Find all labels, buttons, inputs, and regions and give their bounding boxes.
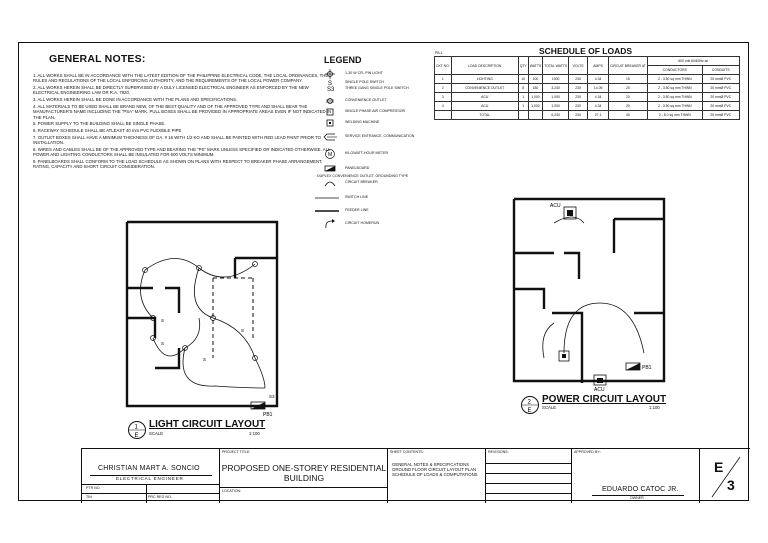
schedule-cell: 40 [609,111,648,120]
schedule-cell: 15 [609,75,648,84]
schedule-cell [518,111,528,120]
engineer-name: CHRISTIAN MART A. SONCIO [98,465,200,472]
schedule-header-cell: CONDUITS [702,66,739,75]
sheet-contents-cell [387,449,485,503]
schedule-cell: 20 mmØ PVC [702,75,739,84]
revisions-cell [485,449,571,503]
schedule-cell: 230 [569,111,588,120]
schedule-cell: 3 [435,93,452,102]
schedule-cell: TOTAL [451,111,518,120]
schedule-cell: 230 [569,102,588,111]
legend-label: CONVENIENCE OUTLET [345,98,387,102]
schedule-header-cell: CKT NO. [435,57,452,75]
svg-text:M: M [328,152,333,158]
sheet-number-icon [700,449,751,503]
sheet-contents-line: GROUND FLOOR CIRCUIT LAYOUT PLAN [392,467,477,472]
schedule-cell: 14.09 [588,84,609,93]
legend-label: SINGLE PHASE AIR COMPRESSOR [345,109,406,113]
panel-tag: PB1 [263,412,273,418]
schedule-cell: 2 - 3.50 sq mm THWN [647,93,702,102]
svg-text:S: S [328,81,333,87]
legend-label: PANELBOARD [345,166,370,170]
schedule-header-cell: CIRCUIT BREAKER AT [609,57,648,75]
light-plan-scale-label: SCALE [149,431,164,436]
drawing-marker-icon [127,420,147,440]
tin-label: TIN [86,495,92,499]
marker-sheet: E [134,433,139,439]
schedule-cell: 2 - 8.0 sq mm THWN [647,111,702,120]
note-item: 9. PANELBOARDS SHALL CONFORM TO THE LOAD SCHEDULE AS SHOWN ON PLANS WITH RESPECT TO BREAKER PHASE ARRANGEMENT, RATING, CAPACITY AND SHORT CIRCUIT CONSIDERATION. [33,159,323,170]
schedule-cell: 20 mmØ PVC [702,102,739,111]
schedule-cell: 4.34 [588,75,609,84]
schedule-row [435,111,740,120]
schedule-header-row [435,57,740,66]
schedule-cell: 3,240 [543,84,569,93]
sheet-number-cell [699,449,750,503]
legend-label: DUPLEX CONVENIENCE OUTLET, GROUNDING TYPE [317,174,409,178]
schedule-cell: 1,000 [528,93,543,102]
note-item: 1. ALL WORKS SHALL BE IN ACCORDANCE WITH THE LATEST EDITION OF THE PHILIPPINE ELECTRICAL CODE, THE LOCAL ORDINANCES, THE RULES AND REGULATIONS OF THE LOCAL ENFORCING AUTHORITY, AND THE REQUIREMENTS OF THE LOCAL POWER COMPANY. [33,73,329,84]
panel-label: PB-1 [435,51,443,55]
legend-label: KILOWATT-HOUR METER [345,151,389,155]
engineer-role: ELECTRICAL ENGINEER [116,476,184,481]
feeder-line-icon [315,206,339,216]
schedule-cell: 1 [518,93,528,102]
schedule-header-cell: CONDUCTORS [647,66,702,75]
schedule-cell: 4.34 [588,93,609,102]
welding-machine-icon [323,118,337,128]
general-notes-title: GENERAL NOTES: [49,53,146,65]
schedule-cell: 2 - 3.50 sq mm THWN [647,102,702,111]
schedule-row [435,75,740,84]
legend-label: FEEDER LINE [345,208,369,212]
schedule-row [435,84,740,93]
switch-label: S3 [269,394,275,399]
project-title-cell [219,449,387,503]
title-block [81,448,750,503]
sheet-contents-line: SCHEDULE OF LOADS & COMPUTATIONS [392,472,478,477]
switch-label: S [203,357,207,362]
sheet-number: 3 [727,477,735,493]
legend-label: 1-30 W CFL PIN LIGHT [345,71,383,75]
schedule-cell: 180 [528,84,543,93]
legend-label: CIRCUIT BREAKER [345,180,378,184]
switch-line-icon [315,193,339,203]
schedule-cell: LIGHTING [451,75,518,84]
light-plan-scale: 1:100 [249,431,260,436]
power-circuit-plan [504,193,669,393]
schedule-cell: ACU [451,93,518,102]
schedule-cell: 4 [435,102,452,111]
note-item: 8. WIRES AND CABLES SHALL BE OF THE APPROVED TYPE AND BEARING THE "PS" MARK UNLESS SPECIFIED OR INDICATED OTHERWISE. ALL POWER AND LIGHTING CONDUCTORS SHALL BE INSULATED FOR 600 VOLTS MINIMUM. [33,147,331,158]
legend-row [319,149,459,159]
circuit-homerun-icon [323,219,337,229]
schedule-cell: 2 - 3.50 sq mm THWN [647,84,702,93]
legend-label: WELDING MACHINE [345,120,380,124]
legend-row [319,206,459,216]
acu-label: ACU [550,203,561,209]
schedule-cell: 8 [518,84,528,93]
legend-row [319,132,459,142]
schedule-title: SCHEDULE OF LOADS [539,46,633,56]
convenience-outlet-icon [323,96,337,106]
switch-label: S [161,318,165,323]
schedule-header-cell: LOAD DESCRIPTION [451,57,518,75]
general-notes-list [33,73,333,171]
schedule-cell: ACU [451,102,518,111]
schedule-cell: 20 [609,84,648,93]
owner-role: OWNER [630,496,644,500]
three-gang-switch-icon [323,84,337,94]
legend-row [319,193,459,203]
schedule-cell: 1,000 [528,102,543,111]
engineer-cell [81,449,219,503]
air-compressor-icon [323,107,337,117]
note-item: 5. POWER SUPPLY TO THE BUILDING SHALL BE SINGLE PHASE. [33,121,166,127]
note-item: 6. RACEWAY SCHEDULE SHALL BE ATLEAST 40 mm PVC FLEXIBLE PIPE [33,128,182,134]
project-title: PROPOSED ONE-STOREY RESIDENTIAL BUILDING [221,463,387,483]
schedule-cell: 4.34 [588,102,609,111]
drawing-sheet [18,42,749,501]
prc-label: PRC REG NO. [148,495,172,499]
legend-label: SINGLE POLE SWITCH [345,80,384,84]
service-entrance-icon [323,132,337,142]
project-title-label: PROJECT TITLE: [222,450,251,454]
legend-label: SWITCH LINE [345,195,369,199]
power-plan-title: POWER CIRCUIT LAYOUT [542,394,667,405]
schedule-cell: 20 [609,102,648,111]
svg-text:S3: S3 [327,87,335,93]
schedule-header-cell: VOLTS [569,57,588,75]
schedule-cell: 25 mmØ PVC [702,111,739,120]
schedule-header-cell: TOTAL WATTS [543,57,569,75]
switch-label: S [241,328,245,333]
schedule-header-cell: AMPS [588,57,609,75]
schedule-cell: 100 [528,75,543,84]
panel-tag: PB1 [642,365,652,371]
schedule-cell [528,111,543,120]
schedule-cell: 27.1 [588,111,609,120]
schedule-cell: 230 [569,84,588,93]
marker-number: 1 [134,424,138,431]
schedule-cell: 2 [435,84,452,93]
ptr-label: PTR NO. [86,486,101,490]
schedule-cell: 6,240 [543,111,569,120]
legend-title: LEGEND [324,55,362,65]
schedule-cell: 20 [609,93,648,102]
sheet-contents-label: SHEET CONTENTS: [390,450,424,454]
light-circuit-plan [115,218,285,418]
legend-label: SERVICE ENTRANCE, COMMUNICATION [345,134,415,138]
marker-number: 2 [527,399,531,406]
legend-row [319,178,459,188]
schedule-cell: 20 mmØ PVC [702,93,739,102]
note-item: 7. OUTLET BOXES SHALL HAVE A MINIMUM THICKNESS OF GA. # 16 WITH 1/2 KO AND SHALL BE PAINTED WITH RED LEAD PAINT PRIOR TO INSTALLATION. [33,134,321,146]
legend-label: THREE GANG SINGLE POLE SWITCH [345,86,409,90]
note-item: 4. ALL MATERIALS TO BE USED SHALL BE BRAND NEW, OF THE BEST QUALITY AND OF THE APPROVED TYPE AND SHALL BEAR THE MANUFACTURER'S NAME INCLUDING THE "PSA" MARK. PULL BOXES SHALL BE PROVIDED IN APPROPRIATE AREAS EVEN IF NOT INDICATED IN THE PLAN. [33,103,332,120]
schedule-row [435,93,740,102]
schedule-cell [435,111,452,120]
schedule-cell: 10 [518,75,528,84]
schedule-header-group: 600 volt 60/60Hz ac [647,57,739,66]
schedule-cell: 20 mmØ PVC [702,84,739,93]
revisions-label: REVISIONS: [488,450,509,454]
approved-cell [571,449,699,503]
owner-name: EDUARDO CATOC JR. [602,486,679,493]
schedule-cell: 1,000 [543,93,569,102]
note-item: 2. ALL WORKS HEREIN SHALL BE DIRECTLY SUPERVISED BY A DULY LICENSED ELECTRICAL ENGINEER AS ENFORCED BY THE NEW ELECTRICAL ENGINEERING LAW OR R.A. 7920. [33,85,309,96]
schedule-header-cell: QTY [518,57,528,75]
schedule-header-cell: WATTS [528,57,543,75]
switch-label: S [161,341,165,346]
drawing-marker-icon [520,395,540,415]
panelboard-icon [626,363,640,370]
schedule-cell: 230 [569,93,588,102]
marker-sheet: E [527,408,532,414]
acu-label: ACU [594,387,605,393]
schedule-cell: 230 [569,75,588,84]
schedule-cell: 1000 [543,75,569,84]
schedule-cell: 1 [435,75,452,84]
sheet-contents-line: GENERAL NOTES & SPECIFICATIONS [392,462,470,467]
schedule-table [434,56,740,120]
circuit-breaker-icon [323,178,337,188]
note-item: 3. ALL WORKS HEREIN SHALL BE DONE IN ACCORDANCE WITH THE PLANS AND SPECIFICATIONS. [33,97,238,103]
schedule-cell: 1,000 [543,102,569,111]
power-plan-scale: 1:100 [649,405,660,410]
schedule-cell: 1 [518,102,528,111]
schedule-cell: 2 - 3.50 sq mm THWN [647,75,702,84]
schedule-row [435,102,740,111]
sheet-code: E [714,459,724,475]
power-plan-scale-label: SCALE [542,405,557,410]
location-label: LOCATION: [222,489,242,493]
legend-label: CIRCUIT HOMERUN [345,221,380,225]
approved-label: APPROVED BY: [574,450,601,454]
legend-row [319,219,459,229]
light-plan-title: LIGHT CIRCUIT LAYOUT [149,419,266,430]
schedule-cell: CONVENIENCE OUTLET [451,84,518,93]
kwh-meter-icon [323,149,337,159]
